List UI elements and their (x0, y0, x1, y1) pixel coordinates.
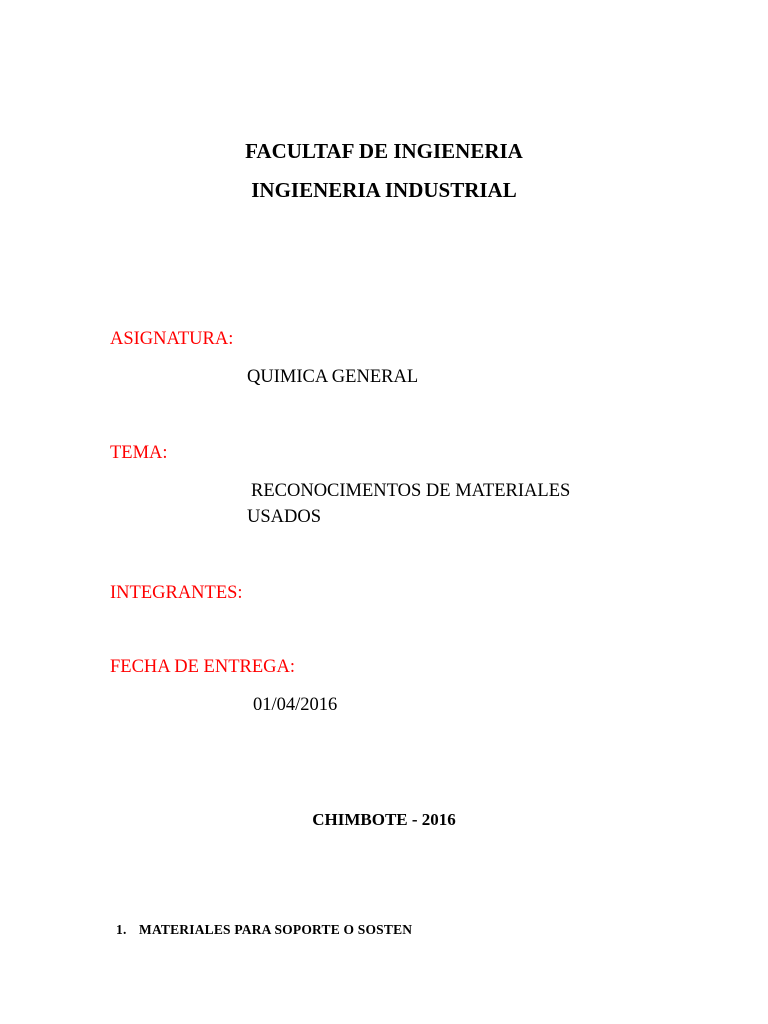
date-value: 01/04/2016 (253, 695, 338, 715)
members-label: INTEGRANTES: (110, 583, 243, 603)
subject-label: ASIGNATURA: (110, 329, 234, 349)
topic-value-line2: USADOS (247, 507, 322, 527)
subject-value: QUIMICA GENERAL (247, 367, 419, 387)
faculty-title: FACULTAF DE INGIENERIA (245, 139, 523, 163)
date-label: FECHA DE ENTREGA: (110, 657, 295, 677)
section-title: MATERIALES PARA SOPORTE O SOSTEN (139, 922, 413, 937)
program-title: INGIENERIA INDUSTRIAL (251, 178, 517, 202)
city-year: CHIMBOTE - 2016 (312, 810, 456, 829)
topic-value-line1: RECONOCIMENTOS DE MATERIALES (251, 481, 571, 501)
topic-label: TEMA: (110, 443, 168, 463)
section-number: 1. (116, 922, 127, 937)
